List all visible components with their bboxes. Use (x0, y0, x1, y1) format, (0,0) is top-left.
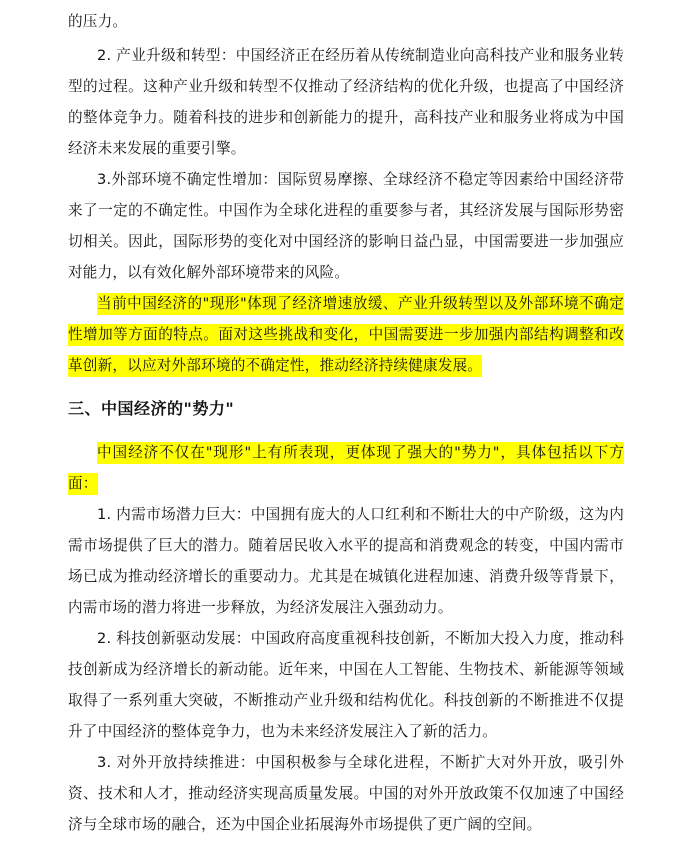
section-heading: 三、中国经济的"势力" (68, 399, 235, 418)
paragraph-summary-highlighted (68, 288, 624, 381)
paragraph-tech-innovation-text: 2. 科技创新驱动发展：中国政府高度重视科技创新，不断加大投入力度，推动科技创新成为经济增长的新动能。近年来，中国在人工智能、生物技术、新能源等领域取得了一系列重大突破，不断推动产业升级和结构优化。科技创新的不断推进不仅提升了中国经济的整体竞争力，也为未来经济发展注入了新的活力。 (68, 630, 624, 740)
paragraph-tech-innovation (68, 623, 624, 747)
paragraph-fragment (68, 6, 624, 37)
paragraph-intro-highlighted (68, 437, 624, 499)
highlighted-intro-text: 中国经济不仅在"现形"上有所表现，更体现了强大的"势力"，具体包括以下方面： (68, 442, 624, 495)
paragraph-opening-up (68, 747, 624, 840)
paragraph-domestic-demand (68, 499, 624, 623)
paragraph-external-uncertainty (68, 164, 624, 288)
paragraph-industrial-upgrade-text: 2. 产业升级和转型：中国经济正在经历着从传统制造业向高科技产业和服务业转型的过程。这种产业升级和转型不仅推动了经济结构的优化升级，也提高了中国经济的整体竞争力。随着科技的进步和创新能力的提升，高科技产业和服务业将成为中国经济未来发展的重要引擎。 (68, 47, 624, 157)
paragraph-external-uncertainty-text: 3.外部环境不确定性增加：国际贸易摩擦、全球经济不稳定等因素给中国经济带来了一定的不确定性。中国作为全球化进程的重要参与者，其经济发展与国际形势密切相关。因此，国际形势的变化对中国经济的影响日益凸显，中国需要进一步加强应对能力，以有效化解外部环境带来的风险。 (68, 171, 624, 281)
highlighted-summary-text: 当前中国经济的"现形"体现了经济增速放缓、产业升级转型以及外部环境不确定性增加等方面的特点。面对这些挑战和变化，中国需要进一步加强内部结构调整和改革创新，以应对外部环境的不确定性，推动经济持续健康发展。 (68, 293, 624, 377)
paragraph-industrial-upgrade (68, 40, 624, 164)
paragraph-fragment-text: 的压力。 (68, 13, 128, 30)
paragraph-domestic-demand-text: 1. 内需市场潜力巨大：中国拥有庞大的人口红利和不断壮大的中产阶级，这为内需市场提供了巨大的潜力。随着居民收入水平的提高和消费观念的转变，中国内需市场已成为推动经济增长的重要动力。尤其是在城镇化进程加速、消费升级等背景下，内需市场的潜力将进一步释放，为经济发展注入强劲动力。 (68, 506, 624, 616)
paragraph-opening-up-text: 3. 对外开放持续推进：中国积极参与全球化进程，不断扩大对外开放，吸引外资、技术和人才，推动经济实现高质量发展。中国的对外开放政策不仅加速了中国经济与全球市场的融合，还为中国企业拓展海外市场提供了更广阔的空间。 (68, 754, 624, 833)
